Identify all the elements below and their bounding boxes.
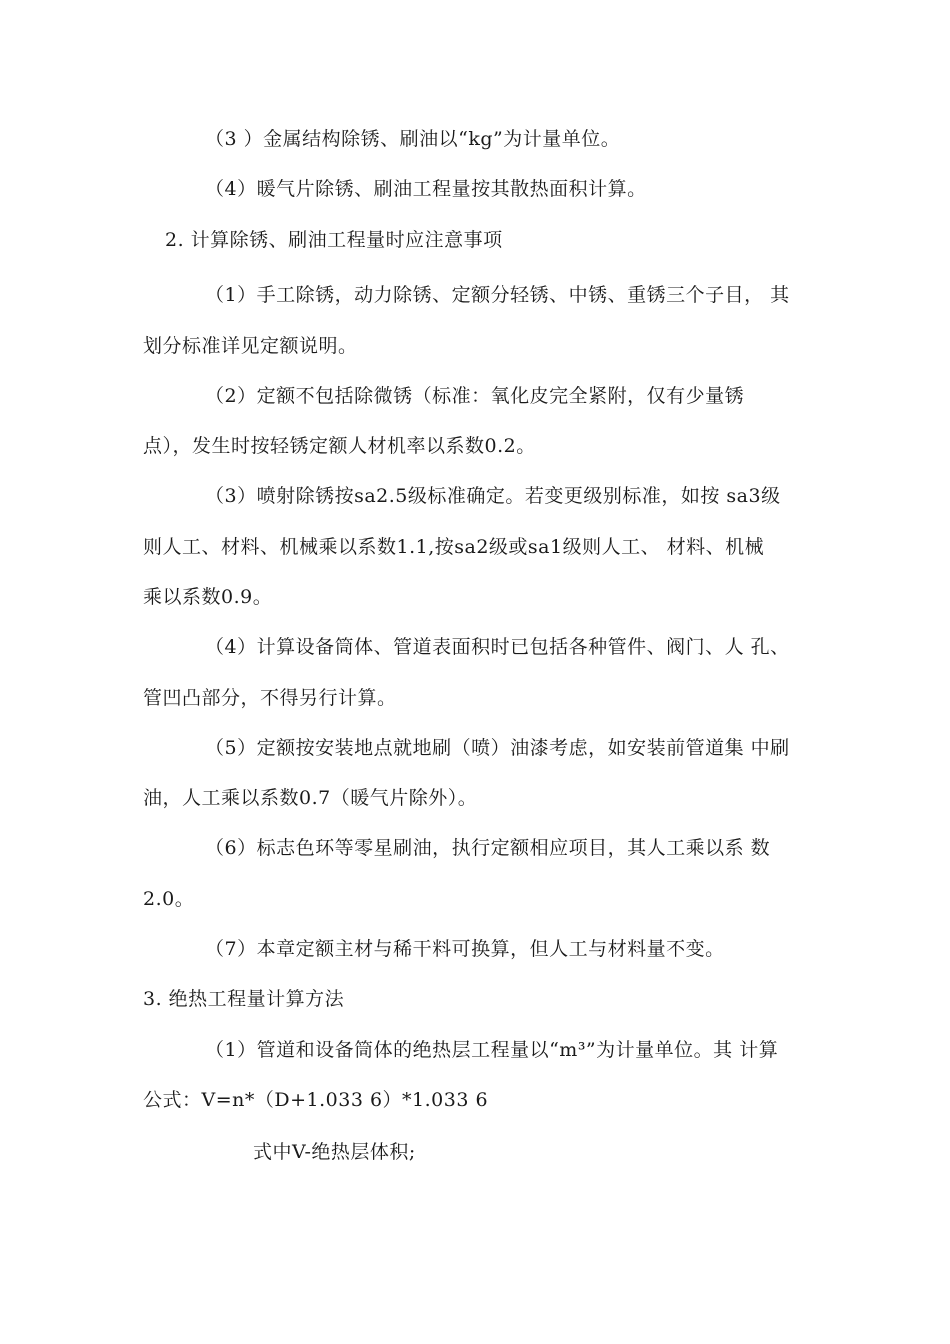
paragraph-line: （4）计算设备筒体、管道表面积时已包括各种管件、阀门、人 孔、: [205, 636, 790, 658]
paragraph-line: （3）喷射除锈按sa2.5级标准确定。若变更级别标准，如按 sa3级: [205, 485, 781, 507]
section-heading: 2. 计算除锈、刷油工程量时应注意事项: [165, 229, 503, 251]
paragraph-line: 划分标准详见定额说明。: [143, 335, 358, 357]
paragraph-line: 油，人工乘以系数0.7（暖气片除外）。: [143, 787, 478, 809]
paragraph-line: 管凹凸部分，不得另行计算。: [143, 687, 397, 709]
paragraph-line: （7）本章定额主材与稀干料可换算，但人工与材料量不变。: [205, 938, 725, 960]
section-heading: 3. 绝热工程量计算方法: [143, 988, 345, 1010]
paragraph-line: （3 ）金属结构除锈、刷油以“kg”为计量单位。: [205, 128, 621, 150]
paragraph-line: （4）暖气片除锈、刷油工程量按其散热面积计算。: [205, 178, 647, 200]
paragraph-line: 2.0。: [143, 888, 195, 910]
paragraph-line: （2）定额不包括除微锈（标准：氧化皮完全紧附，仅有少量锈: [205, 385, 745, 407]
formula-note: 式中V-绝热层体积;: [253, 1141, 416, 1163]
paragraph-line: 点），发生时按轻锈定额人材机率以系数0.2。: [143, 435, 536, 457]
paragraph-line: （1）手工除锈，动力除锈、定额分轻锈、中锈、重锈三个子目， 其: [205, 284, 790, 306]
paragraph-line: （6）标志色环等零星刷油，执行定额相应项目，其人工乘以系 数: [205, 837, 771, 859]
formula-line: 公式：V=n*（D+1.033 6）*1.033 6: [143, 1089, 489, 1111]
paragraph-line: 乘以系数0.9。: [143, 586, 273, 608]
paragraph-line: （1）管道和设备筒体的绝热层工程量以“m³”为计量单位。其 计算: [205, 1039, 779, 1061]
paragraph-line: （5）定额按安装地点就地刷（喷）油漆考虑，如安装前管道集 中刷: [205, 737, 790, 759]
paragraph-line: 则人工、材料、机械乘以系数1.1,按sa2级或sa1级则人工、 材料、机械: [143, 536, 765, 558]
